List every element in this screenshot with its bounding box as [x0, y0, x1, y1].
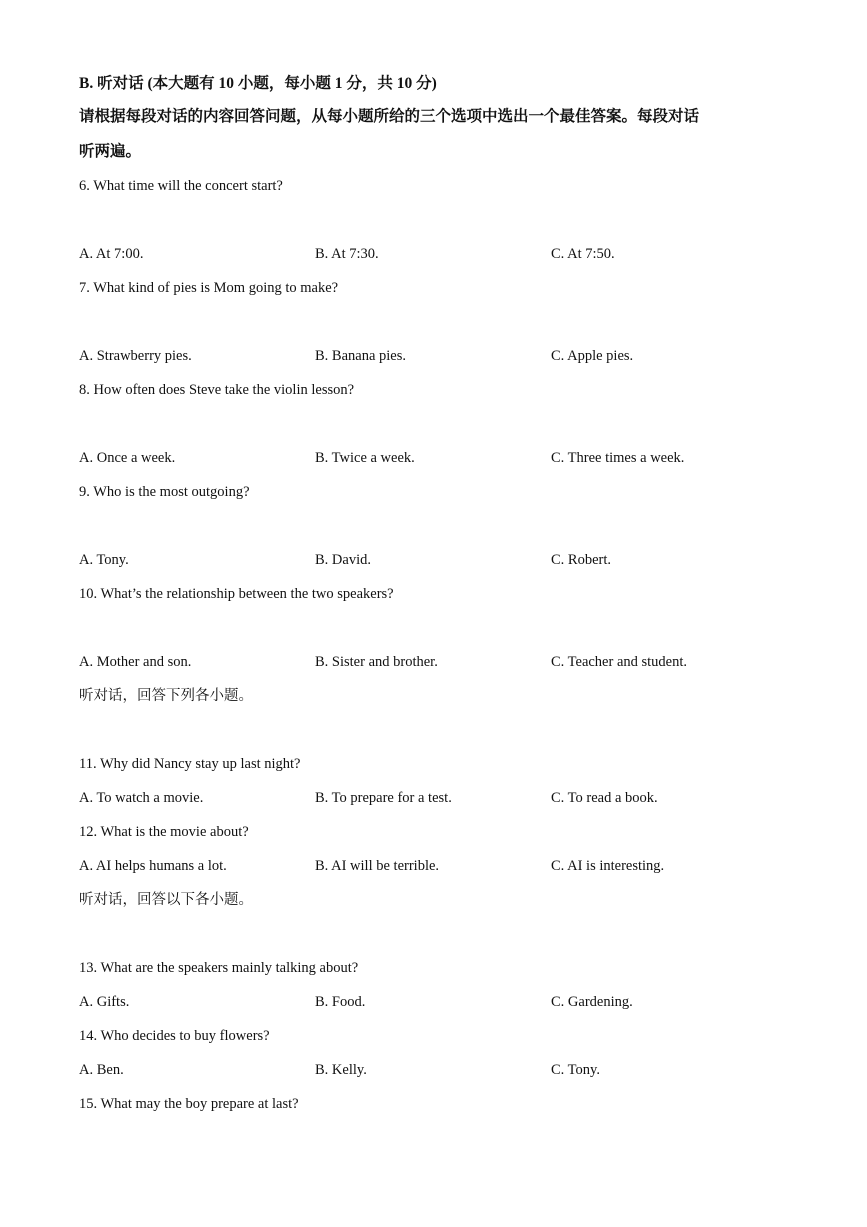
option-c: C. Three times a week.	[551, 450, 685, 466]
option-a: A. AI helps humans a lot.	[79, 858, 227, 874]
option-b: B. Kelly.	[315, 1062, 367, 1078]
option-a: A. Strawberry pies.	[79, 348, 192, 364]
option-c: C. To read a book.	[551, 790, 658, 806]
question-stem: 8. How often does Steve take the violin lesson?	[79, 382, 355, 398]
option-a: A. Gifts.	[79, 994, 130, 1010]
option-a: A. At 7:00.	[79, 246, 144, 262]
option-c: C. Apple pies.	[551, 348, 634, 364]
option-c: C. Gardening.	[551, 994, 633, 1010]
question-stem: 6. What time will the concert start?	[79, 178, 283, 194]
question-stem: 13. What are the speakers mainly talking about?	[79, 960, 359, 976]
group-intro: 听对话，回答以下各小题。	[79, 892, 253, 908]
section-instruction-line2: 听两遍。	[79, 143, 142, 160]
option-b: B. Sister and brother.	[315, 654, 438, 670]
option-b: B. Twice a week.	[315, 450, 415, 466]
group-intro: 听对话，回答下列各小题。	[79, 688, 253, 704]
question-stem: 12. What is the movie about?	[79, 824, 249, 840]
question-stem: 14. Who decides to buy flowers?	[79, 1028, 270, 1044]
option-a: A. Mother and son.	[79, 654, 192, 670]
option-c: C. Robert.	[551, 552, 612, 568]
option-c: C. Teacher and student.	[551, 654, 688, 670]
option-a: A. Tony.	[79, 552, 129, 568]
question-stem: 10. What’s the relationship between the two speakers?	[79, 586, 394, 602]
section-title: B. 听对话 (本大题有 10 小题，每小题 1 分，共 10 分)	[79, 75, 437, 92]
question-stem: 9. Who is the most outgoing?	[79, 484, 250, 500]
question-stem: 15. What may the boy prepare at last?	[79, 1096, 299, 1112]
section-instruction-line1: 请根据每段对话的内容回答问题，从每小题所给的三个选项中选出一个最佳答案。每段对话	[79, 108, 700, 125]
option-c: C. AI is interesting.	[551, 858, 665, 874]
option-a: A. Ben.	[79, 1062, 124, 1078]
option-a: A. Once a week.	[79, 450, 176, 466]
option-b: B. Banana pies.	[315, 348, 407, 364]
option-b: B. At 7:30.	[315, 246, 379, 262]
option-c: C. At 7:50.	[551, 246, 615, 262]
option-b: B. David.	[315, 552, 371, 568]
option-b: B. AI will be terrible.	[315, 858, 440, 874]
question-stem: 7. What kind of pies is Mom going to make?	[79, 280, 339, 296]
option-a: A. To watch a movie.	[79, 790, 204, 806]
option-b: B. Food.	[315, 994, 366, 1010]
option-b: B. To prepare for a test.	[315, 790, 452, 806]
option-c: C. Tony.	[551, 1062, 600, 1078]
question-stem: 11. Why did Nancy stay up last night?	[79, 756, 301, 772]
